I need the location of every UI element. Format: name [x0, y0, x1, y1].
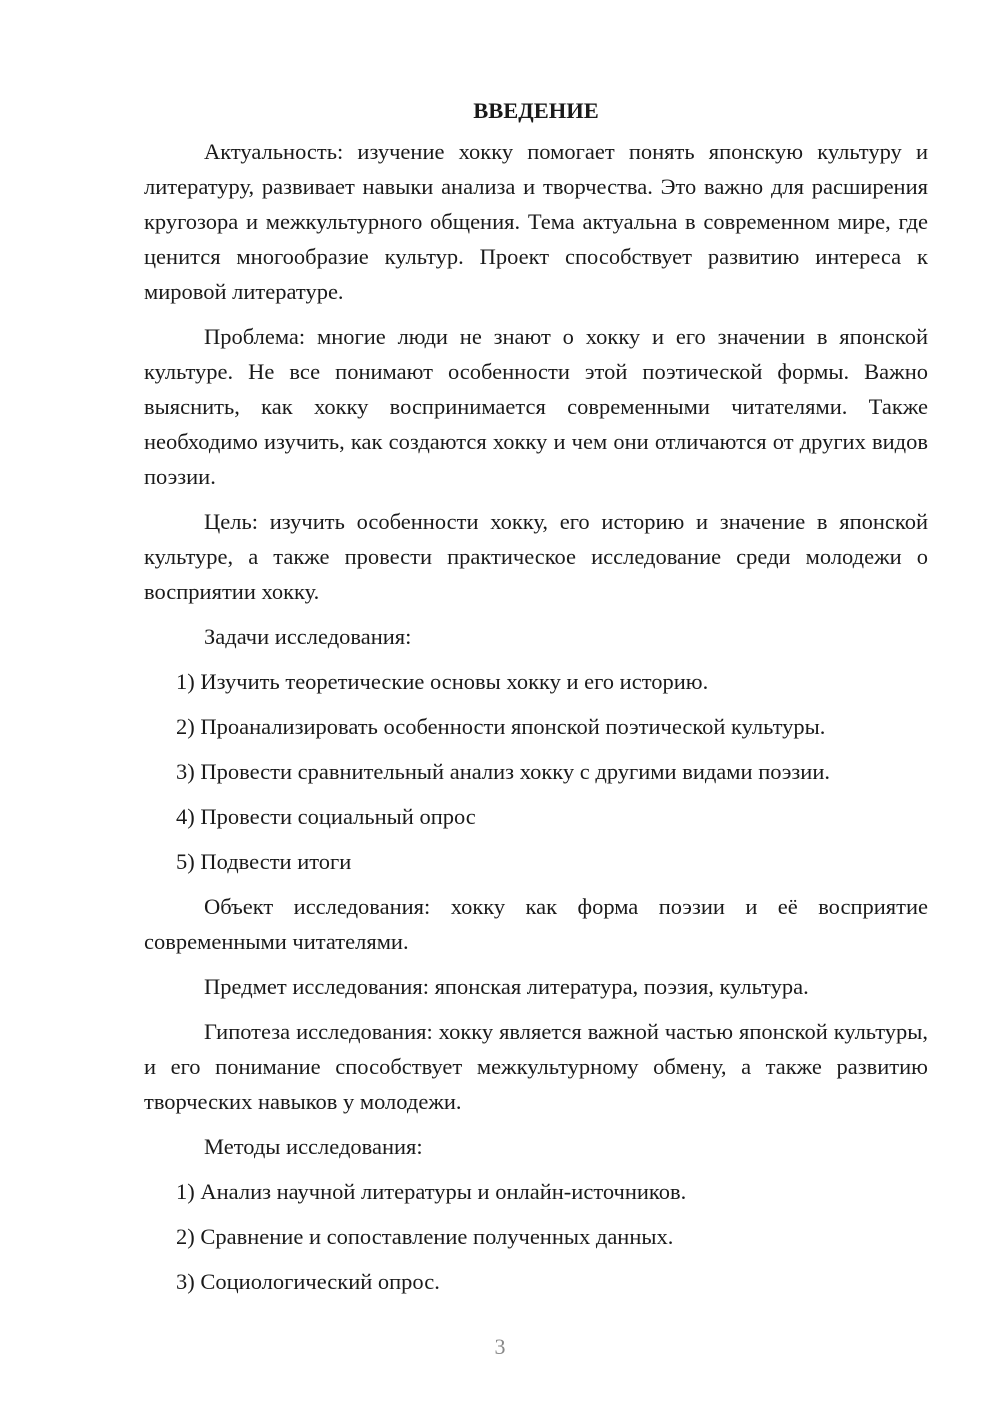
tasks-heading: Задачи исследования:: [204, 624, 412, 649]
method-item: 2) Сравнение и сопоставление полученных данных.: [176, 1224, 674, 1249]
relevance-paragraph: Актуальность: изучение хокку помогает понять японскую культуру и литературу, развивает навыки анализа и творчества. Это важно для расширения кругозора и межкультурного общения. Тема актуальна в современном мире, где ценится многообразие культур. Проект способствует развитию интереса к мировой литературе.: [144, 139, 928, 304]
methods-heading: Методы исследования:: [204, 1134, 423, 1159]
task-item: 2) Проанализировать особенности японской поэтической культуры.: [176, 714, 826, 739]
task-item: 5) Подвести итоги: [176, 849, 352, 874]
subject-paragraph: Предмет исследования: японская литература, поэзия, культура.: [204, 974, 809, 999]
task-item: 3) Провести сравнительный анализ хокку с другими видами поэзии.: [176, 759, 831, 784]
page-number: 3: [494, 1334, 506, 1359]
document-page: [144, 96, 928, 1309]
task-item: 4) Провести социальный опрос: [176, 804, 476, 829]
problem-paragraph: Проблема: многие люди не знают о хокку и его значении в японской культуре. Не все понимают особенности этой поэтической формы. Важно выяснить, как хокку воспринимается современными читателями. Также необходимо изучить, как создаются хокку и чем они отличаются от других видов поэзии.: [144, 324, 928, 489]
method-item: 3) Социологический опрос.: [176, 1269, 440, 1294]
object-paragraph: Объект исследования: хокку как форма поэзии и её восприятие современными читателями.: [144, 894, 928, 954]
hypothesis-paragraph: Гипотеза исследования: хокку является важной частью японской культуры, и его понимание способствует межкультурному обмену, а также развитию творческих навыков у молодежи.: [144, 1019, 928, 1114]
page-title: ВВЕДЕНИЕ: [473, 98, 599, 123]
goal-paragraph: Цель: изучить особенности хокку, его историю и значение в японской культуре, а также провести практическое исследование среди молодежи о восприятии хокку.: [144, 509, 928, 604]
method-item: 1) Анализ научной литературы и онлайн-источников.: [176, 1179, 687, 1204]
task-item: 1) Изучить теоретические основы хокку и его историю.: [176, 669, 709, 694]
